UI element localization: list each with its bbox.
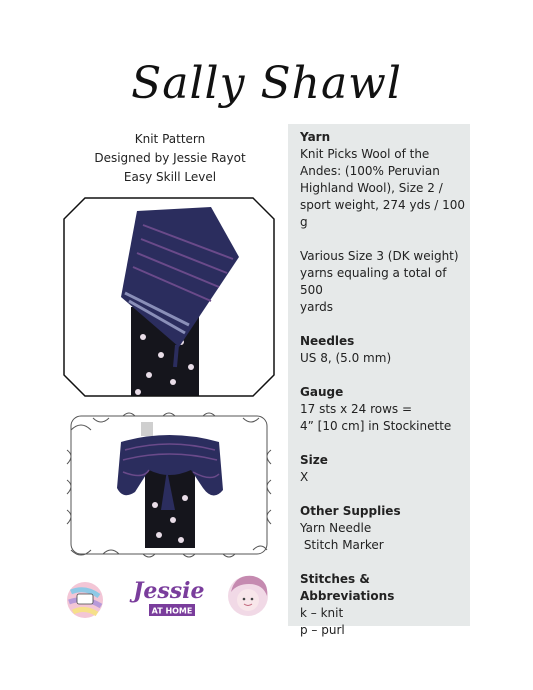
section-title: Size [300, 453, 328, 467]
shawl-photo-front [63, 197, 275, 397]
shawl-photo-wrapped [63, 410, 275, 560]
section-needles [300, 333, 468, 367]
stitch-line: k – knit [300, 606, 344, 620]
section-title: Other Supplies [300, 504, 401, 518]
supplies-line: Stitch Marker [300, 538, 384, 552]
section-gauge [300, 384, 468, 435]
designer-credit: Designed by Jessie Rayot [94, 151, 246, 165]
pattern-type: Knit Pattern [134, 132, 206, 146]
section-stitches [300, 571, 468, 639]
gauge-line: 4” [10 cm] in Stockinette [300, 419, 452, 433]
yarn-line: Andes: (100% Peruvian [300, 164, 440, 178]
yarn-line: Various Size 3 (DK weight) [300, 249, 459, 263]
yarn-ball-icon [67, 582, 103, 618]
section-title: Yarn [300, 130, 331, 144]
section-size [300, 452, 468, 486]
yarn-line: yards [300, 300, 334, 314]
section-title: Stitches & Abbreviations [300, 572, 395, 603]
logo-row [63, 566, 283, 626]
avatar-illustration [228, 576, 268, 616]
needles-line: US 8, (5.0 mm) [300, 351, 392, 365]
yarn-line: Knit Picks Wool of the [300, 147, 430, 161]
supplies-line: Yarn Needle [300, 521, 372, 535]
pattern-details-panel [288, 124, 470, 637]
page-title: Sally Shawl [131, 58, 402, 109]
yarn-line: yarns equaling a total of 500 [300, 266, 447, 297]
yarn-line: sport weight, 274 yds / 100 g [300, 198, 466, 229]
section-title: Gauge [300, 385, 344, 399]
yarn-line: Highland Wool), Size 2 / [300, 181, 443, 195]
brand-logo [129, 578, 205, 616]
section-yarn [300, 129, 468, 316]
brand-name: Jessie [133, 578, 205, 604]
gauge-line: 17 sts x 24 rows = [300, 402, 413, 416]
pattern-meta [60, 130, 280, 187]
stitch-line: p – purl [300, 623, 345, 637]
size-line: X [300, 470, 309, 484]
section-other-supplies [300, 503, 468, 554]
brand-tagline: AT HOME [151, 606, 193, 616]
skill-level: Easy Skill Level [123, 170, 217, 184]
section-title: Needles [300, 334, 355, 348]
